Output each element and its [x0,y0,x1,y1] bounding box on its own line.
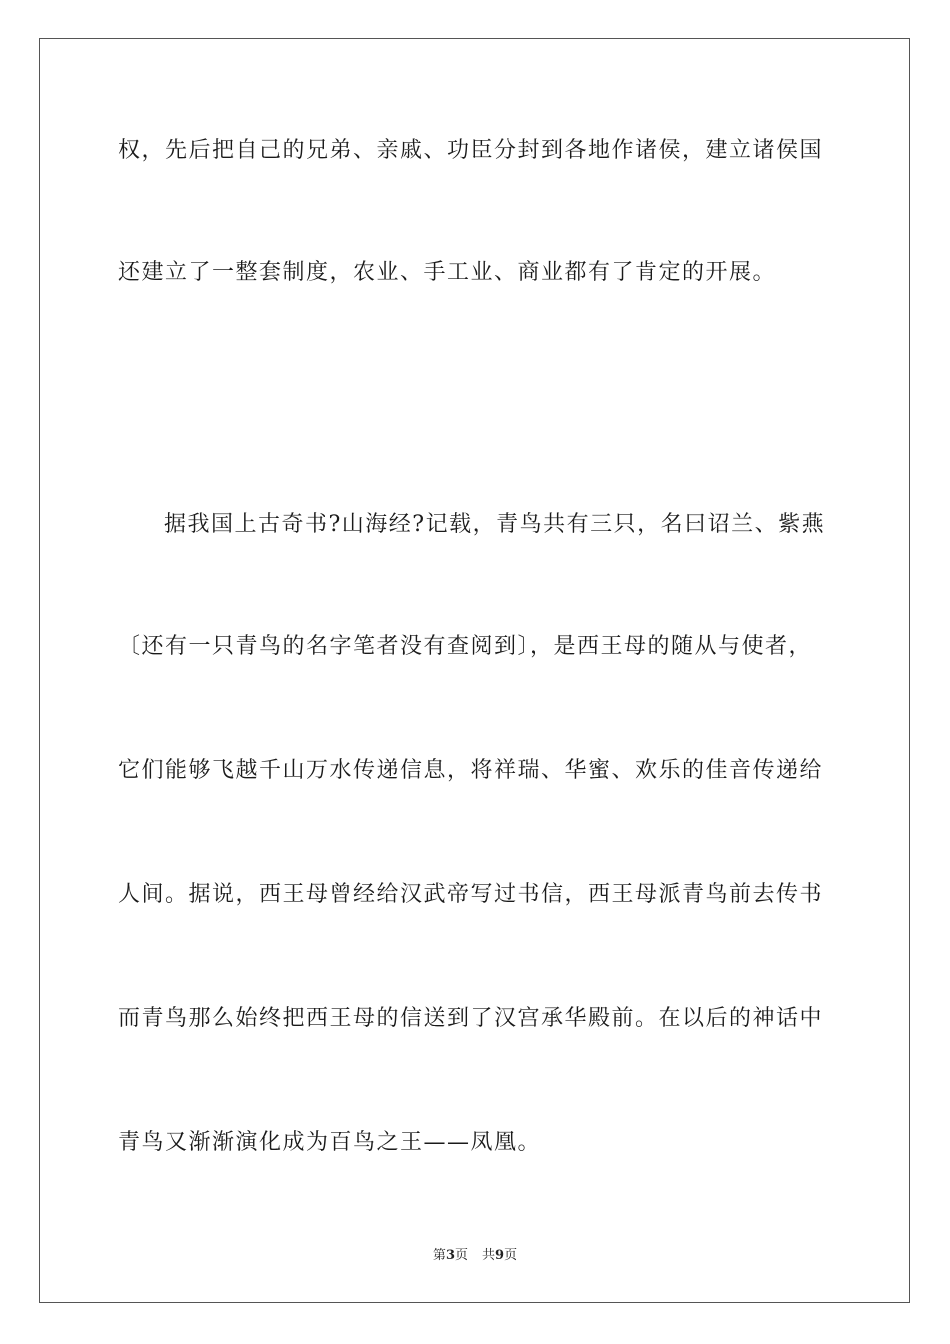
total-suffix: 页 [504,1248,518,1263]
total-prefix: 共 [482,1248,496,1263]
paragraph-1-line-2: 还建立了一整套制度，农业、手工业、商业都有了肯定的开展。 [118,260,777,285]
current-page-number: 3 [445,1248,455,1263]
page-prefix: 第 [432,1248,446,1263]
page-footer [0,1247,950,1265]
paragraph-2-line-5: 而青鸟那么始终把西王母的信送到了汉宫承华殿前。在以后的神话中 [118,1006,824,1031]
paragraph-2-line-6: 青鸟又渐渐演化成为百鸟之王——凤凰。 [118,1130,542,1155]
paragraph-2-line-2: 〔还有一只青鸟的名字笔者没有查阅到〕，是西王母的随从与使者， [118,634,813,659]
page-suffix: 页 [454,1248,468,1263]
total-pages-number: 9 [495,1248,505,1263]
paragraph-2-line-1: 据我国上古奇书?山海经?记载，青鸟共有三只，名曰诏兰、紫燕 [164,512,826,537]
paragraph-1-line-1: 权，先后把自己的兄弟、亲戚、功臣分封到各地作诸侯，建立诸侯国 [118,138,824,163]
paragraph-2-line-3: 它们能够飞越千山万水传递信息，将祥瑞、华蜜、欢乐的佳音传递给 [118,758,824,783]
page-border [39,38,910,1303]
paragraph-2-line-4: 人间。据说，西王母曾经给汉武帝写过书信，西王母派青鸟前去传书 [118,882,824,907]
